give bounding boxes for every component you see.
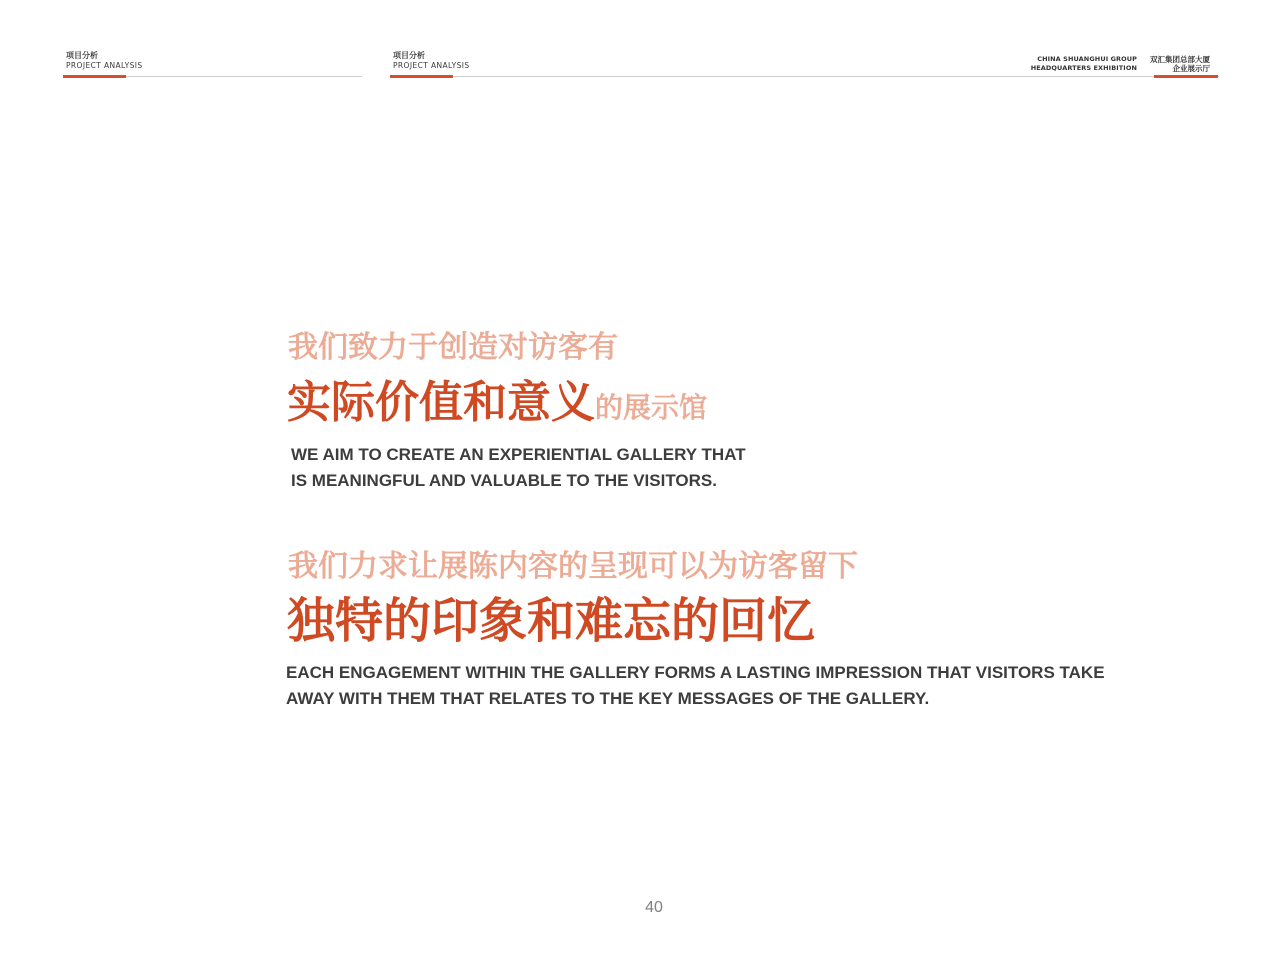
section1-zh-line1: 我们致力于创造对访客有 bbox=[288, 330, 618, 365]
header-left-accent bbox=[63, 75, 126, 78]
page-number: 40 bbox=[645, 899, 663, 916]
section-title-zh: 项目分析 bbox=[66, 51, 98, 60]
header-right-rule bbox=[390, 76, 1219, 77]
section2-en-line2: AWAY WITH THEM THAT RELATES TO THE KEY MESSAGES OF THE GALLERY. bbox=[286, 689, 930, 708]
project-name-en bbox=[1031, 55, 1137, 73]
header-center-accent bbox=[390, 75, 453, 78]
header-right-accent bbox=[1154, 75, 1218, 78]
project-name-en-line1: CHINA SHUANGHUI GROUP bbox=[1037, 55, 1137, 63]
section1-en-line1: WE AIM TO CREATE AN EXPERIENTIAL GALLERY THAT bbox=[291, 445, 746, 464]
project-name-zh-line2: 企业展示厅 bbox=[1172, 64, 1210, 73]
section-title-en: PROJECT ANALYSIS bbox=[393, 61, 470, 70]
section-title-en: PROJECT ANALYSIS bbox=[66, 61, 143, 70]
section1-zh-line2-strong: 实际价值和意义 bbox=[287, 377, 595, 428]
header-left-section bbox=[66, 51, 143, 71]
project-name-en-line2: HEADQUARTERS EXHIBITION bbox=[1030, 64, 1137, 72]
section1-zh-line2 bbox=[287, 378, 707, 433]
section1-zh-line2-tail: 的展示馆 bbox=[595, 391, 708, 424]
project-name-zh bbox=[1150, 55, 1210, 73]
section2-zh-line2: 独特的印象和难忘的回忆 bbox=[287, 593, 816, 649]
header-center-section bbox=[393, 51, 470, 71]
section1-en-line2: IS MEANINGFUL AND VALUABLE TO THE VISITORS. bbox=[291, 471, 717, 490]
project-name-zh-line1: 双汇集团总部大厦 bbox=[1150, 55, 1210, 64]
section-title-zh: 项目分析 bbox=[393, 51, 425, 60]
section2-zh-line1: 我们力求让展陈内容的呈现可以为访客留下 bbox=[288, 549, 858, 584]
section2-en-line1: EACH ENGAGEMENT WITHIN THE GALLERY FORMS A LASTING IMPRESSION THAT VISITORS TAKE bbox=[286, 663, 1105, 682]
